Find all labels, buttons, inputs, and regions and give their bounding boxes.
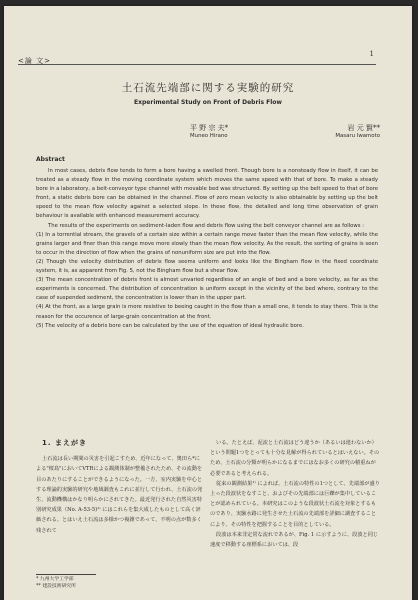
- body-right-column: [210, 438, 380, 550]
- abstract-result-4: (4) At the front, as a large grain is more resistive to beeing caught in the flow than a small one, it tends to stay there. This is the reason for the occurence of large-grain concentration at the front.: [36, 304, 378, 320]
- abstract-result-1: (1) In a torrential stream, the gravels of a certain size within a certain range move faster than the mean flow velocity, while the grains larger and finer than this range move more slowly than the mean flow velocity. As the result, the sorting of grains is seen to occur in the direction of flow when the grains of nonuniform size are put into the flow.: [36, 231, 378, 256]
- abstract-body: [36, 167, 378, 331]
- author-1-japanese: 平 野 宗 夫*: [190, 124, 229, 132]
- footnote-rule: [36, 574, 96, 575]
- footnote-1: * 九州大学工学部: [36, 577, 74, 582]
- section-heading: 1. まえがき: [42, 439, 87, 447]
- header-rule: [18, 64, 376, 65]
- body-left-column: [36, 438, 204, 536]
- paper-page: [4, 6, 412, 600]
- abstract-result-5: (5) The velocity of a debris bore can be calculated by the use of the equation of ideal hydraulic bore.: [36, 322, 304, 329]
- title-japanese: 土石流先端部に関する実験的研究: [121, 82, 295, 94]
- authors-japanese: [190, 123, 380, 133]
- abstract-paragraph-2: The results of the experiments on sediment-laden flow and debris flow using the belt conveyor channel are as follows :: [48, 222, 364, 229]
- page-number: 1: [369, 50, 374, 58]
- abstract-result-3: (3) The mean concentration of debris front is almost unvaried regardless of an angle of bed and a bore velocity, as far as the experiments is concerned. The distribution of concentration is uniform except in the vicinity of the bed where, contrary to the case of suspended sediment, the concentration is lower than in the upper part.: [36, 277, 378, 302]
- body-left-paragraph: 土石流は長い期間の災害を引起こすため、近年になって、奥田ら*による"桜島"においてVTRによる観測体制が整備されたため、その流動を目のあたりにすることができるようになった。一方、室内実験を中心とする理論的実験的研究や地域調査もこれに並行して行われ、土石流の発生、流動機構はかなり明らかにされてきた。最近発行された自然災害特別研究成果（No. A-53-5)¹⁾ にはこれらを集大成したものとして高く評価される。とはいえ土石流は多様かつ複雑であって、不明の点が数多く残されて: [36, 456, 203, 534]
- author-1-english: Muneo Hirano: [190, 133, 228, 139]
- section-label: <論 文>: [18, 57, 51, 65]
- abstract-paragraph-1: In most cases, debris flow tends to form a bore having a swelled front. Though bore is a nonsteady flow in itself, it can be treated as a steady flow in the moving coordinate system which moves the same speed with that of bore. To make a steady bore in a laboratory, a belt-conveyor type channel with movable bed was structured. By setting up the belt speed to that of bore front, a static debris bore can be obtained in the channel. Flow of zero mean velocity is also obtainable by setting up the belt speed to the mean flow velocity against a selected slope. In these flow, the detailed and long time observation of grain behaviour is available with enhanced measurement accuracy.: [36, 168, 379, 220]
- authors-english: [190, 133, 380, 139]
- body-right-paragraph-1: いる。たとえば、泥流と土石流はどう違うか（あるいは違わないか）という問題1つをとっても十分な見解が得られているとはいえない。そのため、土石流の分類が明らかになるまでにはなお多くの研究の積重ねが必要であると考えられる。: [210, 440, 380, 477]
- footnote-2: ** 建設技術研究所: [36, 584, 76, 589]
- abstract-results-list: [36, 231, 378, 331]
- author-2-japanese: 岩 元 賢**: [347, 124, 380, 132]
- author-2-english: Masaru Iwamoto: [335, 133, 380, 139]
- body-right-paragraph-2: 従来の観測結果¹⁾ によれば、土石流の特性の1つとして、先端部が盛り上った段波状をなすこと、およびその先端部には巨礫が集中していることが認められている。本研究はこのような段波状土石流を対象とするものであり、実験水路に発生させた土石流の先端部を詳細に調査することにより、その特性を把握することを目的としている。: [210, 480, 380, 528]
- footnotes: [36, 576, 76, 590]
- abstract-heading: Abstract: [36, 156, 65, 163]
- abstract-result-2: (2) Though the velocity distribution of debris flow seems uniform and looks like the Bingham flow in the fixed coordinate system, it is, as apparent from Fig. 5, not the Bingham flow but a shear flow.: [36, 258, 378, 275]
- title-english: Experimental Study on Front of Debris Flow: [134, 99, 282, 106]
- body-right-paragraph-3: 段波は本来非定常な流れであるが、Fig. 1 に示すように、段波と同じ速度で移動する座標系においては、段: [210, 531, 379, 549]
